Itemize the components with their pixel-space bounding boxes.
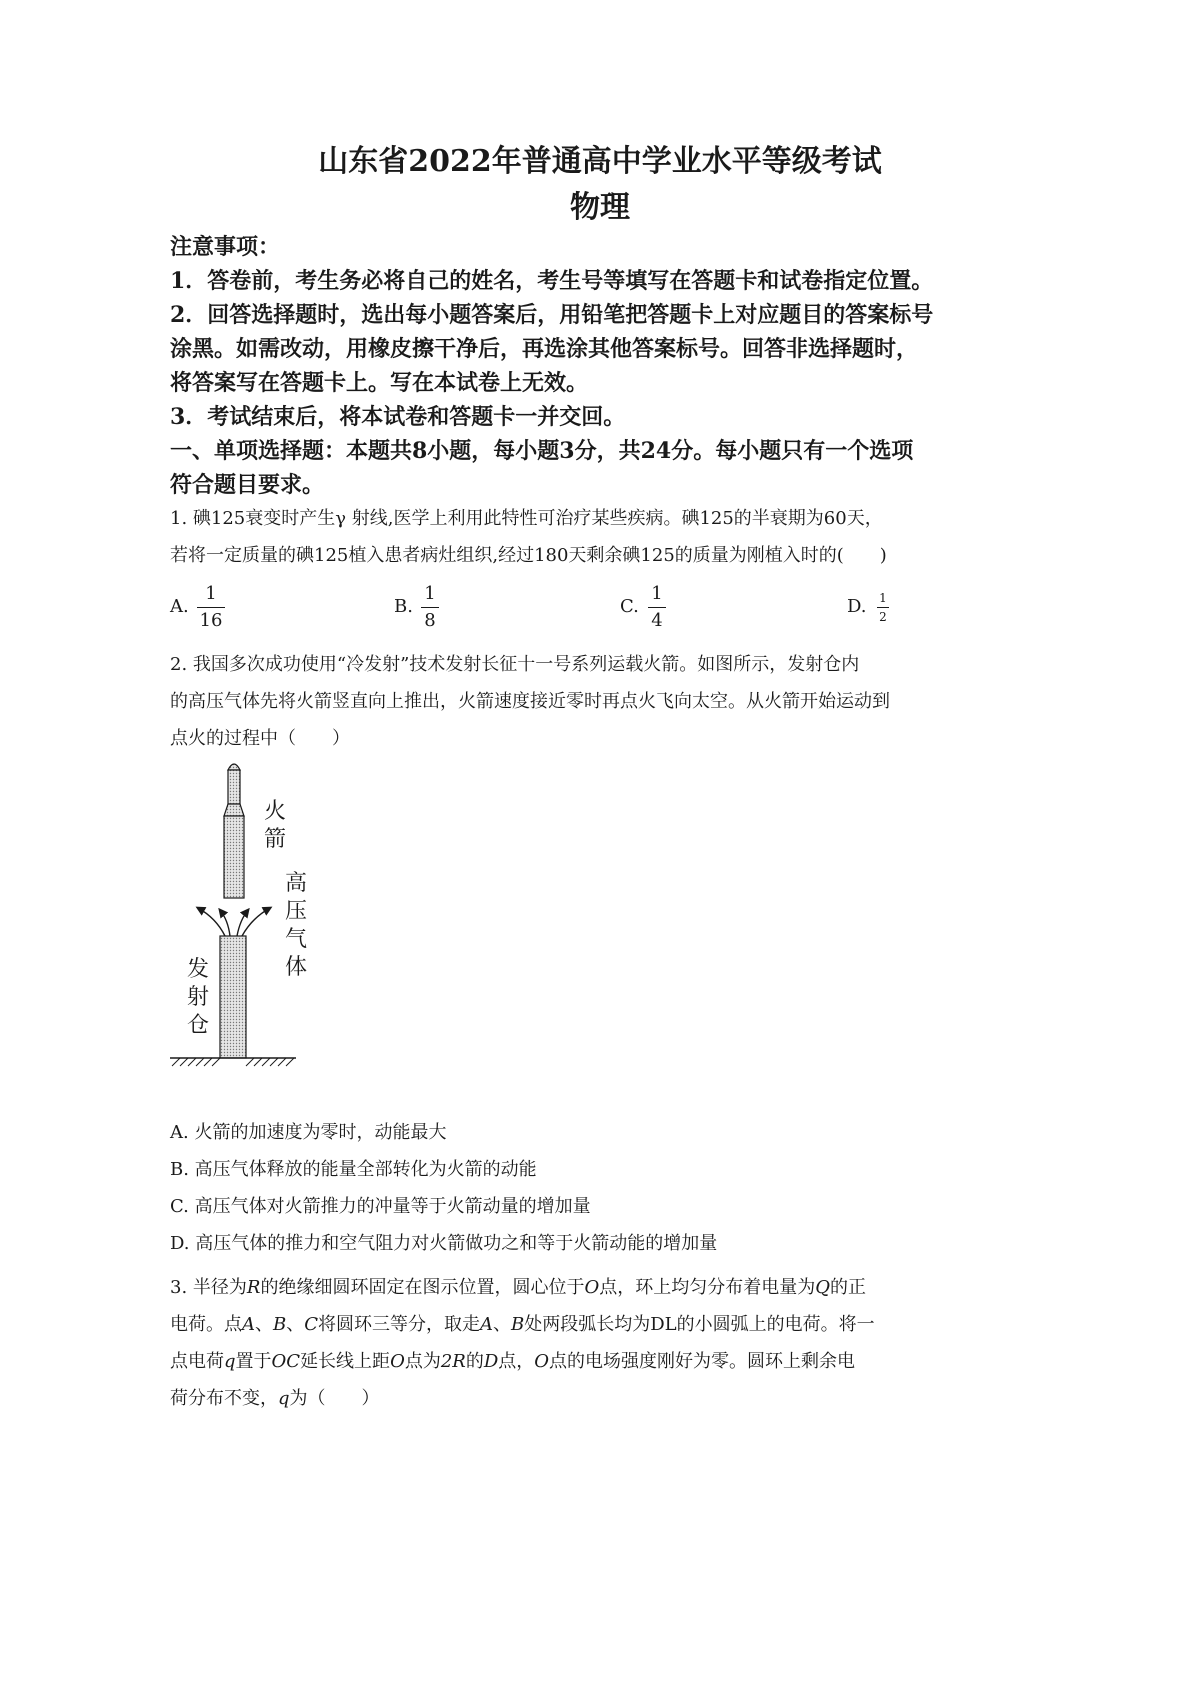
q1-option-a-label: A.	[170, 596, 189, 617]
q3-stem-line-1	[170, 1273, 866, 1299]
q3-var-D: D	[483, 1351, 499, 1372]
q3-var-Q: Q	[815, 1277, 830, 1298]
q1-option-b-fraction	[421, 583, 439, 632]
label-rocket-char: 箭	[264, 827, 287, 852]
q3-text: 的小圆弧上的电荷。将一	[676, 1314, 875, 1335]
q3-var-B: B	[511, 1314, 525, 1335]
q3-text: 将圆环三等分，取走	[318, 1314, 481, 1335]
section-heading-line-2: 符合题目要求。	[170, 472, 325, 498]
q1-option-c-label: C.	[620, 596, 639, 617]
q2-option-a: A. 火箭的加速度为零时，动能最大	[170, 1122, 447, 1143]
q3-text: 点电荷	[170, 1351, 224, 1372]
fraction-bar	[877, 607, 889, 608]
section-heading-line-1: 一、单项选择题：本题共8小题，每小题3分，共24分。每小题只有一个选项	[170, 438, 914, 464]
fraction-bar	[197, 607, 225, 608]
q2-stem-line-2: 的高压气体先将火箭竖直向上推出，火箭速度接近零时再点火飞向太空。从火箭开始运动到	[170, 691, 890, 712]
label-silo-char: 仓	[187, 1013, 210, 1038]
notes-line-3: 3．考试结束后，将本试卷和答题卡一并交回。	[170, 404, 626, 430]
exam-title: 山东省2022年普通高中学业水平等级考试	[318, 144, 882, 179]
q1-stem-line-1: 1. 碘125衰变时产生γ 射线,医学上利用此特性可治疗某些疾病。碘125的半衰期为60天，	[170, 508, 883, 529]
label-gas-char: 体	[285, 955, 308, 980]
rocket-transition	[224, 804, 244, 816]
label-silo-char: 射	[187, 985, 210, 1010]
q1-stem-line-2: 若将一定质量的碘125植入患者病灶组织,经过180天剩余碘125的质量为刚植入时的( )	[170, 545, 887, 566]
q3-text: 点为	[404, 1351, 441, 1372]
rocket-upper-body	[228, 770, 240, 804]
label-rocket	[264, 798, 286, 854]
label-gas-char: 气	[285, 927, 308, 952]
q3-text: 置于	[235, 1351, 272, 1372]
q3-var-C: C	[304, 1314, 319, 1335]
q1-option-d-fraction	[877, 591, 889, 624]
label-rocket-char: 火	[264, 799, 287, 824]
notes-heading: 注意事项：	[170, 234, 281, 260]
q3-text: 电荷。点	[170, 1314, 242, 1335]
q3-var-O: O	[390, 1351, 405, 1372]
q1-option-a-numerator: 1	[205, 583, 217, 604]
q3-text: 为（ ）	[289, 1388, 380, 1409]
q3-text: 的正	[830, 1277, 866, 1298]
q3-text: 延长线上距	[300, 1351, 391, 1372]
q1-option-b-numerator: 1	[424, 583, 436, 604]
q3-stem-line-3	[170, 1347, 855, 1373]
q2-option-b: B. 高压气体释放的能量全部转化为火箭的动能	[170, 1159, 537, 1180]
q3-var-A: A	[242, 1314, 255, 1335]
q3-var-O: O	[584, 1277, 600, 1298]
q2-option-d: D. 高压气体的推力和空气阻力对火箭做功之和等于火箭动能的增加量	[170, 1233, 718, 1254]
q3-text: 3. 半径为	[170, 1277, 247, 1298]
q3-text: 点的电场强度刚好为零。圆环上剩余电	[549, 1351, 856, 1372]
q3-var-R: R	[246, 1277, 261, 1298]
fraction-bar	[648, 607, 666, 608]
rocket-launch-figure	[160, 760, 320, 1070]
q3-var-DL: DL	[650, 1314, 677, 1335]
q3-var-OC: OC	[271, 1351, 301, 1372]
q3-text: 的	[465, 1351, 484, 1372]
q3-var-q: q	[278, 1388, 290, 1409]
q3-var-2R: 2R	[440, 1351, 466, 1372]
gas-arrow-center-right	[237, 910, 248, 936]
q3-text: 处两段弧长均为	[524, 1314, 651, 1335]
notes-line-2b: 涂黑。如需改动，用橡皮擦干净后，再选涂其他答案标号。回答非选择题时，	[170, 336, 919, 362]
label-silo-char: 发	[187, 957, 210, 982]
q1-option-c-fraction	[648, 583, 666, 632]
q3-text: 点，	[498, 1351, 535, 1372]
notes-line-2c: 将答案写在答题卡上。写在本试卷上无效。	[170, 370, 589, 396]
q3-text: 点，环上均匀分布着电量为	[599, 1277, 816, 1298]
q2-stem-line-3: 点火的过程中（ ）	[170, 728, 350, 749]
q3-text: 、	[286, 1314, 305, 1335]
q1-option-c-denominator: 4	[651, 610, 663, 631]
q3-var-B: B	[273, 1314, 287, 1335]
notes-line-2a: 2．回答选择题时，选出每小题答案后，用铅笔把答题卡上对应题目的答案标号	[170, 302, 934, 328]
q3-stem-line-2	[170, 1310, 875, 1336]
label-launch-silo	[187, 956, 209, 1040]
q1-option-b-denominator: 8	[424, 610, 436, 631]
q3-stem-line-4	[170, 1384, 380, 1410]
q3-text: 、	[255, 1314, 273, 1335]
fraction-bar	[421, 607, 439, 608]
q1-option-d-label: D.	[847, 596, 867, 617]
notes-line-1: 1．答卷前，考生务必将自己的姓名，考生号等填写在答题卡和试卷指定位置。	[170, 268, 934, 294]
q1-option-d-denominator: 2	[879, 610, 887, 624]
subject-title: 物理	[570, 190, 630, 225]
rocket-main-body	[224, 816, 244, 898]
label-gas-char: 压	[285, 899, 308, 924]
q3-var-O: O	[534, 1351, 550, 1372]
label-high-pressure-gas	[285, 870, 307, 982]
q1-option-b-label: B.	[394, 596, 413, 617]
launch-silo	[220, 936, 246, 1058]
q2-stem-line-1: 2. 我国多次成功使用“冷发射”技术发射长征十一号系列运载火箭。如图所示，发射仓内	[170, 654, 860, 675]
q3-text: 、	[493, 1314, 512, 1335]
q3-var-q: q	[224, 1351, 236, 1372]
q2-option-c: C. 高压气体对火箭推力的冲量等于火箭动量的增加量	[170, 1196, 591, 1217]
q3-text: 荷分布不变，	[170, 1388, 278, 1409]
rocket-nose	[228, 764, 240, 770]
q1-option-a-fraction	[197, 583, 225, 632]
q3-var-A: A	[480, 1314, 494, 1335]
q1-option-a-denominator: 16	[199, 610, 223, 631]
ground-hatching	[172, 1058, 294, 1066]
q1-option-d-numerator: 1	[879, 591, 887, 605]
label-gas-char: 高	[285, 871, 308, 896]
q1-option-c-numerator: 1	[651, 583, 663, 604]
q3-text: 的绝缘细圆环固定在图示位置，圆心位于	[260, 1277, 585, 1298]
gas-arrow-center-left	[220, 910, 230, 936]
